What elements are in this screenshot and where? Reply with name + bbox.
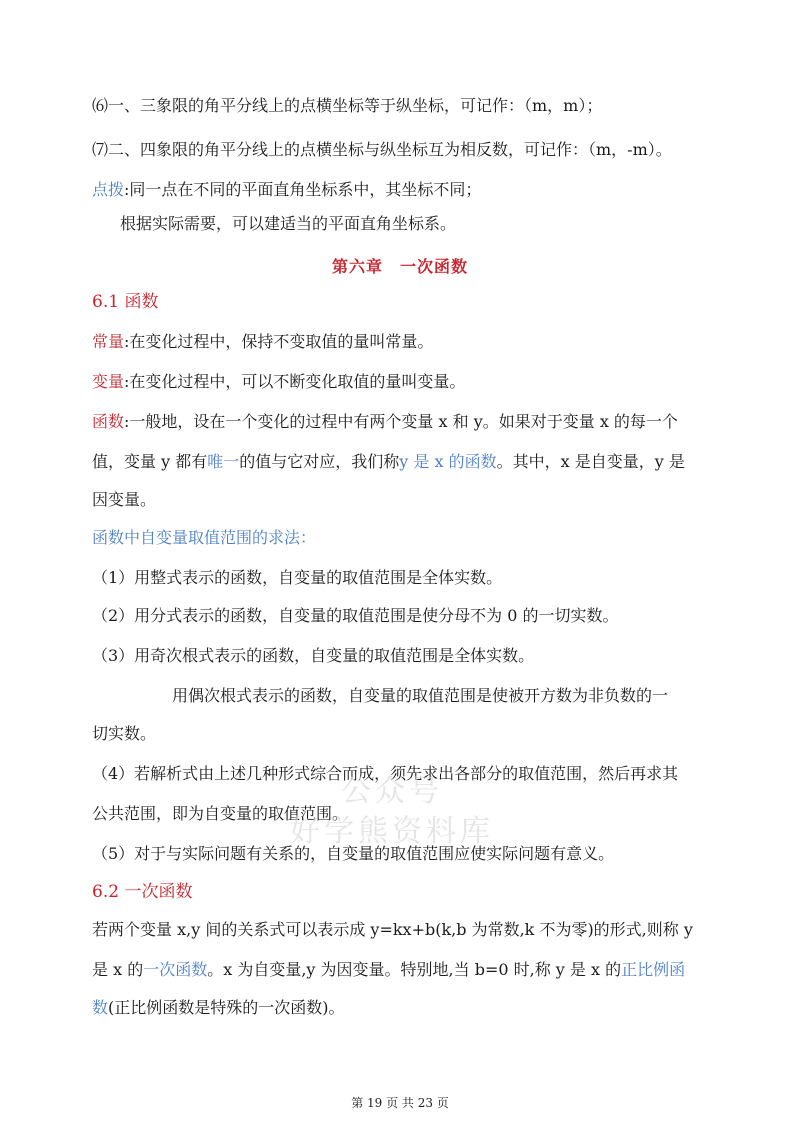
section-6-2-title: 6.2 一次函数 (92, 882, 193, 902)
text-line-7: ⑺二、四象限的角平分线上的点横坐标与纵坐标互为相反数，可记作：（m，-m）。 (92, 140, 672, 159)
linear-text-2a: 是 x 的 (92, 960, 144, 979)
tip-text: :同一点在不同的平面直角坐标系中，其坐标不同； (124, 180, 482, 199)
domain-rule-4-line-2: 公共范围，即为自变量的取值范围。 (92, 804, 349, 823)
text-line-6: ⑹一、三象限的角平分线上的点横坐标等于纵坐标，可记作：（m，m）； (92, 96, 603, 115)
variable-label: 变量 (92, 372, 125, 391)
function-label: 函数 (92, 412, 125, 431)
proportional-function-highlight-end: 数 (92, 998, 109, 1017)
domain-rule-3b-line-2: 切实数。 (92, 724, 157, 743)
function-text-1: :一般地，设在一个变化的过程中有两个变量 x 和 y。如果对于变量 x 的每一个 (124, 412, 678, 431)
linear-function-line-3 (92, 996, 740, 1020)
y-is-function-of-x-highlight: y 是 x 的函数 (399, 452, 497, 471)
function-definition-line-3: 因变量。 (92, 490, 157, 509)
function-definition-line-1 (92, 410, 740, 434)
constant-definition (92, 330, 740, 354)
watermark-line-1: 公众号 (341, 774, 443, 809)
watermark-line-2: 好学熊资料库 (290, 814, 494, 849)
linear-function-line-2 (92, 958, 740, 982)
function-text-2e: 。其中，x 是自变量，y 是 (496, 452, 685, 471)
tip-label: 点拨 (92, 180, 125, 199)
watermark (290, 772, 494, 852)
linear-function-highlight: 一次函数 (143, 960, 208, 979)
variable-definition (92, 370, 740, 394)
domain-rule-1: （1）用整式表示的函数，自变量的取值范围是全体实数。 (92, 568, 503, 587)
linear-function-line-1: 若两个变量 x,y 间的关系式可以表示成 y=kx+b(k,b 为常数,k 不为零)的形式,则称 y (92, 920, 693, 939)
domain-rule-5: （5）对于与实际问题有关系的，自变量的取值范围应使实际问题有意义。 (92, 844, 615, 863)
tip-line (92, 178, 740, 202)
chapter-title: 第六章 一次函数 (331, 257, 468, 276)
function-text-2a: 值，变量 y 都有 (92, 452, 208, 471)
constant-text: :在变化过程中，保持不变取值的量叫常量。 (124, 332, 434, 351)
variable-text: :在变化过程中，可以不断变化取值的量叫变量。 (124, 372, 466, 391)
domain-rules-title: 函数中自变量取值范围的求法： (92, 528, 317, 547)
unique-highlight: 唯一 (207, 452, 240, 471)
constant-label: 常量 (92, 332, 125, 351)
tip-text-2: 根据实际需要，可以建适当的平面直角坐标系。 (120, 214, 457, 233)
linear-text-3b: (正比例函数是特殊的一次函数)。 (108, 998, 345, 1017)
page-footer: 第 19 页 共 23 页 (351, 1096, 449, 1110)
domain-rule-4-line-1: （4）若解析式由上述几种形式综合而成，须先求出各部分的取值范围，然后再求其 (92, 764, 679, 783)
domain-rule-3: （3）用奇次根式表示的函数，自变量的取值范围是全体实数。 (92, 646, 535, 665)
domain-rule-2: （2）用分式表示的函数，自变量的取值范围是使分母不为 0 的一切实数。 (92, 606, 619, 625)
linear-text-2c: 。x 为自变量,y 为因变量。特别地,当 b=0 时,称 y 是 x 的 (207, 960, 622, 979)
section-6-1-title: 6.1 函数 (92, 292, 159, 312)
domain-rule-3b-line-1: 用偶次根式表示的函数，自变量的取值范围是使被开方数为非负数的一 (172, 686, 669, 705)
function-text-2c: 的值与它对应，我们称 (239, 452, 400, 471)
proportional-function-highlight: 正比例函 (621, 960, 686, 979)
function-definition-line-2 (92, 450, 740, 474)
